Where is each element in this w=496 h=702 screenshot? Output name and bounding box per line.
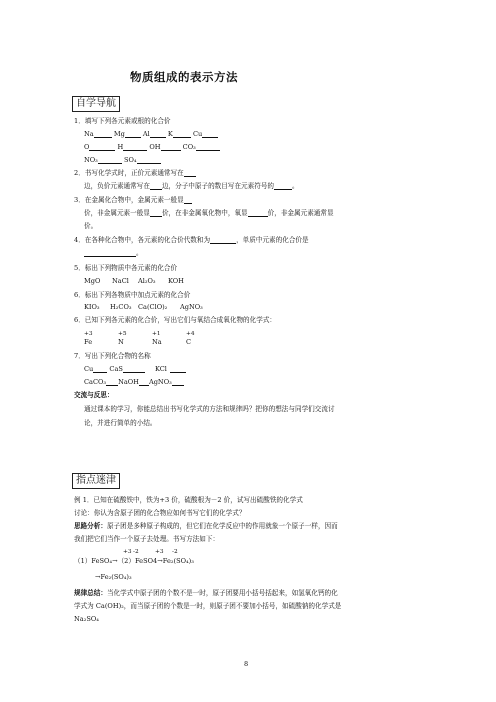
answer-blank[interactable]	[125, 130, 141, 138]
q4-text: 4．在各种化合物中，各元素的化合价代数和为	[74, 236, 211, 244]
q1-stem: 1．填写下列各元素或根的化合价	[74, 117, 171, 125]
q6-stem: 6．标出下列各物质中加点元素的化合价	[74, 291, 191, 299]
reflection-line2: 论，并进行简单的小结。	[84, 419, 157, 427]
formula: CaS	[109, 365, 123, 373]
q5-items	[84, 277, 184, 285]
answer-blank[interactable]	[106, 378, 118, 386]
q8-row2	[84, 378, 184, 386]
answer-blank[interactable]	[137, 156, 161, 164]
valence: +4	[186, 331, 195, 337]
q4-line2	[84, 249, 143, 257]
page-title: 物质组成的表示方法	[130, 70, 238, 84]
q1-item: NO₃	[84, 156, 98, 164]
answer-blank[interactable]	[248, 209, 268, 217]
answer-blank[interactable]	[89, 143, 115, 151]
answer-blank[interactable]	[84, 249, 136, 257]
q1-item: CO₃	[182, 143, 196, 151]
valence: +3	[123, 549, 132, 555]
answer-blank[interactable]	[123, 143, 147, 151]
reflection-heading: 交流与反思：	[74, 391, 114, 399]
q3-line2	[84, 209, 334, 217]
formula: KCl	[155, 365, 167, 373]
formula: Ca(ClO)₂	[138, 303, 168, 311]
answer-blank[interactable]	[172, 378, 184, 386]
answer-blank[interactable]	[210, 236, 236, 244]
element: N	[118, 338, 124, 346]
answer-blank[interactable]	[98, 156, 122, 164]
q1-item: O	[84, 143, 90, 151]
analysis-line2: 我们把它们当作一个原子去处理。书写方法如下：	[74, 535, 220, 543]
q3-line1	[74, 196, 192, 204]
formula: NaCl	[112, 277, 129, 285]
formula: H₂CO₃	[110, 303, 132, 311]
q2-line1	[74, 169, 196, 177]
q7-elements	[84, 338, 191, 346]
answer-blank[interactable]	[123, 365, 145, 373]
section-label-tips: 指点迷津	[72, 473, 120, 489]
q4-text: 。	[136, 249, 143, 257]
formula: AgNO₃	[148, 378, 172, 386]
element: Fe	[84, 338, 93, 346]
valence: -2	[133, 549, 139, 555]
q3-text: 价，在非金属氧化物中，氧显	[161, 209, 248, 217]
q2-text: 边，负价元素通常写在	[84, 182, 150, 190]
formula: Cu	[84, 365, 94, 373]
q4-line1	[74, 236, 309, 244]
q1-item: Mg	[113, 130, 125, 138]
answer-blank[interactable]	[150, 209, 162, 217]
element: C	[186, 338, 192, 346]
answer-blank[interactable]	[184, 196, 192, 204]
summary-line1	[74, 589, 338, 597]
q6-items	[84, 303, 203, 311]
answer-blank[interactable]	[202, 130, 218, 138]
answer-blank[interactable]	[93, 365, 107, 373]
q3-line3: 价。	[84, 222, 98, 230]
summary-text: 当化学式中原子团的个数不是一时，原子团要用小括号括起来，如氢氧化钙的化	[106, 589, 338, 597]
q1-item: K	[167, 130, 173, 138]
q5-stem: 5．标出下列物质中各元素的化合价	[74, 264, 178, 272]
q2-line2	[84, 182, 299, 190]
q1-item: H	[117, 143, 124, 151]
formula: KIO₃	[84, 303, 100, 311]
valence: +3	[155, 549, 164, 555]
q3-text: 价，非金属元素通常显	[267, 209, 334, 217]
section-label-self-study: 自学导航	[72, 96, 120, 112]
q1-row2	[84, 143, 220, 151]
example-line1: 例 1．已知在硫酸铁中，铁为+3 价，硫酸根为－2 价，试写出硫酸铁的化学式	[74, 496, 303, 504]
example-line2: 讨论：你认为含原子团的化合物应如何书写它们的化学式？	[74, 509, 246, 517]
formula: CaCO₃	[84, 378, 107, 386]
analysis-label: 思路分析：	[74, 522, 107, 530]
q1-item: OH	[149, 143, 161, 151]
summary-line2: 学式为 Ca(OH)₂，而当原子团的个数是一时，则原子团不要加小括号，如硫酸钠的化学式是	[74, 602, 342, 610]
q8-row1	[84, 365, 186, 373]
valence: +3	[84, 331, 93, 337]
formula: AgNO₃	[180, 303, 203, 311]
analysis-line1	[74, 522, 338, 530]
q7-valences	[84, 331, 195, 338]
formula: NaOH	[118, 378, 139, 386]
q1-item: Cu	[192, 130, 203, 138]
answer-blank[interactable]	[161, 143, 181, 151]
step-valences	[123, 549, 178, 556]
answer-blank[interactable]	[94, 130, 112, 138]
answer-blank[interactable]	[196, 143, 220, 151]
q4-text: ，单质中元素的化合价是	[236, 236, 309, 244]
analysis-text: 原子团是多种原子构成的，但它们在化学反应中的作用就象一个原子一样，因而	[106, 522, 338, 530]
step-result: →Fe₂(SO₄)₃	[95, 573, 132, 581]
q2-text: 边，分子中原子的数目写在元素符号的	[161, 182, 275, 190]
q8-stem: 7．写出下列化合物的名称	[74, 352, 151, 360]
answer-blank[interactable]	[184, 169, 196, 177]
q1-item: SO₄	[123, 156, 137, 164]
q3-text: 价，非金属元素一般显	[84, 209, 150, 217]
valence: +1	[152, 331, 161, 337]
answer-blank[interactable]	[274, 182, 292, 190]
page-number: 8	[244, 660, 249, 668]
q2-text: 。	[292, 182, 299, 190]
reflection-line1: 通过课本的学习，你能总结出书写化学式的方法和规律吗？把你的想法与同学们交流讨	[84, 405, 335, 413]
formula: MgO	[84, 277, 101, 285]
q1-row3	[84, 156, 161, 164]
element: Na	[152, 338, 162, 346]
answer-blank[interactable]	[150, 182, 162, 190]
formula: KOH	[168, 277, 184, 285]
valence: -2	[172, 549, 178, 555]
q1-row1	[84, 130, 218, 138]
q1-item: Al	[142, 130, 150, 138]
formula: Al₂O₃	[138, 277, 156, 285]
q2-text: 2．书写化学式时，正价元素通常写在	[74, 169, 184, 177]
summary-label: 规律总结：	[74, 589, 107, 597]
q3-text: 3．在金属化合物中，金属元素一般显	[74, 196, 184, 204]
answer-blank[interactable]	[170, 365, 186, 373]
valence: +5	[118, 331, 127, 337]
q1-item: Na	[84, 130, 94, 138]
summary-line3: Na₂SO₄	[74, 615, 99, 623]
answer-blank[interactable]	[139, 378, 149, 386]
q7-stem: 6．已知下列各元素的化合价，写出它们与氧结合成氧化物的化学式：	[74, 316, 277, 324]
step-line: （1）FeSO₄→（2）FeSO4→Fe₂(SO₄)₃	[74, 557, 194, 565]
answer-blank[interactable]	[173, 130, 191, 138]
answer-blank[interactable]	[150, 130, 166, 138]
